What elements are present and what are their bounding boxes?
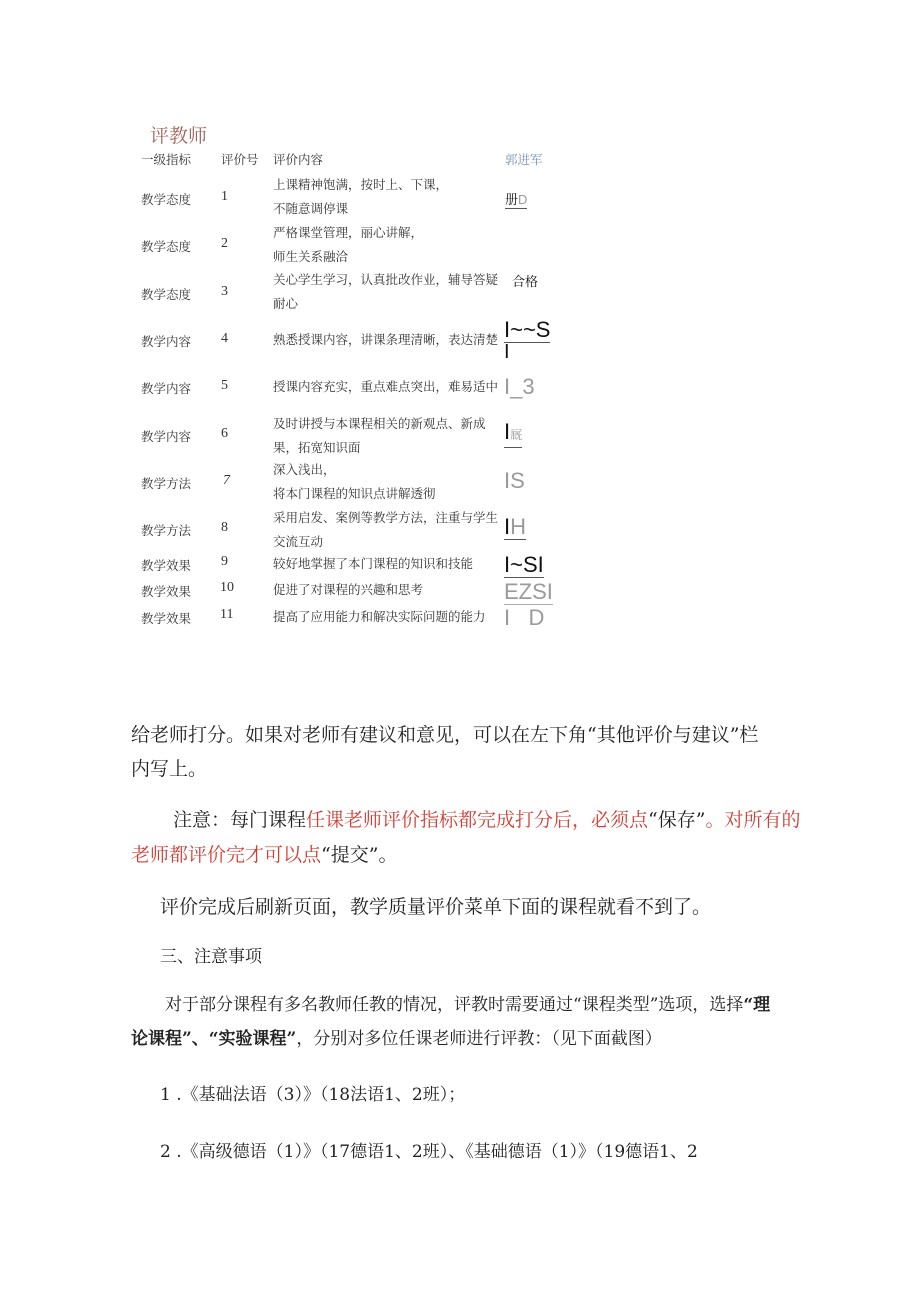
row10-content bbox=[273, 578, 423, 602]
paragraph-4-text: 对于部分课程有多名教师任教的情况，评教时需要通过“课程类型”选项，选择 bbox=[165, 995, 744, 1015]
row9-level1: 教学效果 bbox=[141, 558, 192, 573]
row3-number: 3 bbox=[221, 284, 228, 299]
section-heading-3: 三、注意事项 bbox=[160, 947, 262, 967]
rating-1-b: D bbox=[518, 192, 528, 207]
header-content: 评价内容 bbox=[273, 152, 324, 167]
rating-9: I~SI bbox=[504, 552, 544, 577]
row5-content-line1: 授课内容充实，重点难点突出，难易适中 bbox=[273, 379, 499, 394]
row7-number: 7 bbox=[223, 473, 230, 488]
row10-number: 10 bbox=[220, 580, 234, 595]
row8-number: 8 bbox=[221, 520, 228, 535]
row2-content-line2: 师生关系融洽 bbox=[273, 249, 349, 264]
row2-content bbox=[273, 221, 423, 269]
row5-level1: 教学内容 bbox=[141, 381, 192, 396]
rating-8-a: I bbox=[504, 514, 511, 539]
row4-level1: 教学内容 bbox=[141, 334, 192, 349]
row6-number: 6 bbox=[221, 426, 228, 441]
row6-content-line2: 果，拓宽知识面 bbox=[273, 440, 361, 455]
list-item-1: 1 .《基础法语（3）》（18法语1、2班）； bbox=[160, 1085, 466, 1105]
row4-content bbox=[273, 328, 498, 352]
row4-content-line1: 熟悉授课内容，讲课条理清晰，表达清楚 bbox=[273, 332, 499, 347]
rating-6-b: 厩 bbox=[510, 428, 523, 442]
paragraph-1-line2: 内写上。 bbox=[131, 758, 208, 780]
row7-content-line1: 深入浅出， bbox=[273, 462, 336, 477]
row5-content bbox=[273, 375, 498, 399]
row4-number: 4 bbox=[221, 331, 228, 346]
table-title: 评教师 bbox=[150, 125, 208, 147]
header-teacher: 郭进军 bbox=[505, 152, 543, 167]
note2-text-a: 老师都评价完才可以点 bbox=[131, 844, 322, 866]
note-line2 bbox=[131, 838, 397, 872]
row2-level1: 教学态度 bbox=[141, 239, 192, 254]
rating-6-a: I bbox=[504, 419, 511, 444]
row10-level1: 教学效果 bbox=[141, 584, 192, 599]
rating-8 bbox=[504, 515, 526, 540]
row1-number: 1 bbox=[221, 189, 228, 204]
note-text-b: 任课老师评价指标都完成打分后，必须点 bbox=[306, 809, 649, 831]
row5-number: 5 bbox=[221, 378, 228, 393]
row1-content bbox=[273, 173, 448, 221]
rating-1-a: 册 bbox=[505, 192, 519, 207]
row6-content bbox=[273, 412, 486, 460]
row7-level1: 教学方法 bbox=[141, 476, 192, 491]
header-number: 评价号 bbox=[221, 152, 259, 167]
paragraph-5-text: ，分别对多位任课老师进行评教：（见下面截图） bbox=[296, 1029, 662, 1049]
rating-1 bbox=[505, 189, 527, 209]
note-line1 bbox=[173, 803, 800, 837]
row1-content-line1: 上课精神饱满，按时上、下课， bbox=[273, 177, 449, 192]
row9-number: 9 bbox=[221, 554, 228, 569]
row3-content-line1: 关心学生学习，认真批改作业，辅导答疑 bbox=[273, 272, 499, 287]
row9-content bbox=[273, 552, 473, 576]
rating-6 bbox=[504, 420, 522, 448]
paragraph-4-bold: “理 bbox=[743, 995, 771, 1015]
rating-5: I_3 bbox=[504, 374, 535, 399]
note-text-c: “保存” bbox=[648, 809, 706, 831]
list-item-2: 2 .《高级德语（1）》（17德语1、2班）、《基础德语（1）》（19德语1、2 bbox=[160, 1142, 698, 1162]
rating-4a: I~~S bbox=[504, 317, 551, 342]
row3-content-line2: 耐心 bbox=[273, 296, 299, 311]
note-text-a: 注意：每门课程 bbox=[173, 809, 307, 831]
paragraph-4-line2 bbox=[131, 1022, 662, 1056]
paragraph-5-bold: 论课程”、“实验课程” bbox=[131, 1029, 297, 1049]
row3-level1: 教学态度 bbox=[141, 287, 192, 302]
row3-content bbox=[273, 268, 498, 316]
row10-content-line1: 促进了对课程的兴趣和思考 bbox=[273, 582, 424, 597]
row2-content-line1: 严格课堂管理，丽心讲解， bbox=[273, 225, 424, 240]
row11-level1: 教学效果 bbox=[141, 611, 192, 626]
row7-content-line2: 将本门课程的知识点讲解透彻 bbox=[273, 486, 436, 501]
row1-content-line2: 不随意调停课 bbox=[273, 201, 349, 216]
row7-content bbox=[273, 458, 436, 506]
rating-7: IS bbox=[504, 468, 525, 493]
rating-3: 合格 bbox=[512, 275, 539, 290]
row8-content-line1: 采用启发、案例等教学方法，注重与学生 bbox=[273, 510, 499, 525]
row11-content-line1: 提高了应用能力和解决实际问题的能力 bbox=[273, 609, 486, 624]
row8-content-line2: 交流互动 bbox=[273, 534, 324, 549]
note-text-d: 。对所有的 bbox=[705, 809, 801, 831]
paragraph-4-line1 bbox=[165, 988, 770, 1022]
header-level1: 一级指标 bbox=[141, 152, 192, 167]
row8-content bbox=[273, 506, 498, 554]
row8-level1: 教学方法 bbox=[141, 523, 192, 538]
rating-10: EZSI bbox=[504, 579, 553, 604]
row11-content bbox=[273, 605, 486, 629]
row11-number: 11 bbox=[220, 607, 234, 622]
rating-4b: I bbox=[504, 341, 510, 363]
row6-level1: 教学内容 bbox=[141, 429, 192, 444]
rating-11: I D bbox=[504, 605, 545, 630]
paragraph-3: 评价完成后刷新页面，教学质量评价菜单下面的课程就看不到了。 bbox=[160, 896, 712, 918]
row1-level1: 教学态度 bbox=[141, 192, 192, 207]
paragraph-1-line1: 给老师打分。如果对老师有建议和意见，可以在左下角“其他评价与建议”栏 bbox=[131, 724, 759, 746]
note2-text-b: “提交”。 bbox=[321, 844, 398, 866]
row9-content-line1: 较好地掌握了本门课程的知识和技能 bbox=[273, 556, 474, 571]
rating-8-b: H bbox=[510, 514, 527, 539]
row6-content-line1: 及时讲授与本课程相关的新观点、新成 bbox=[273, 416, 486, 431]
row2-number: 2 bbox=[221, 236, 228, 251]
